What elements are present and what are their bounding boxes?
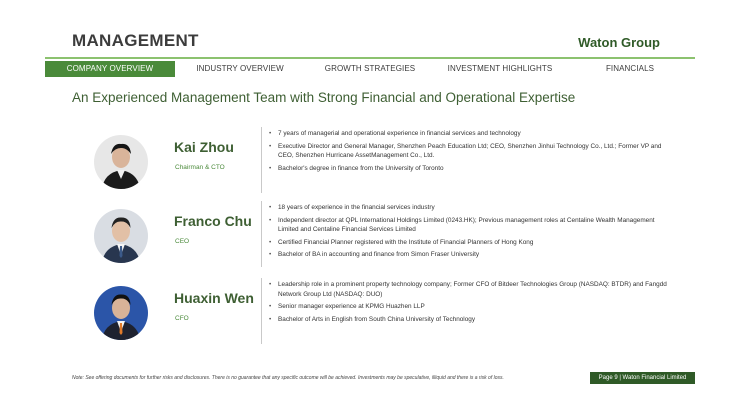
person-name: Franco Chu — [174, 213, 252, 229]
header-divider — [45, 57, 695, 59]
list-item: • Executive Director and General Manager, Shenzhen Peach Education Ltd; CEO, Shenzhen Jinhui Technology Co., Ltd.; Former VP and CEO, Shenzhen Hurricane AssetManagement Co., Ltd. — [268, 142, 668, 161]
page-number-badge: Page 9 | Waton Financial Limited — [590, 372, 695, 384]
person-card-huaxin-wen — [92, 278, 712, 348]
avatar — [94, 135, 148, 189]
nav-item-financials[interactable]: FINANCIALS — [605, 64, 655, 73]
list-item: • 18 years of experience in the financial services industry — [268, 203, 668, 213]
page-title: MANAGEMENT — [72, 31, 199, 50]
person-card-franco-chu — [92, 201, 712, 271]
bullet-list — [268, 203, 668, 263]
disclaimer-note: Note: See offering documents for further risks and disclosures. There is no guarantee that any specific outcome will be achieved. Investments may be speculative, illiquid and there is a risk of loss. — [72, 375, 504, 381]
list-item: • Certified Financial Planner registered with the Institute of Financial Planners of Hong Kong — [268, 238, 668, 248]
section-subtitle: An Experienced Management Team with Strong Financial and Operational Expertise — [72, 90, 576, 105]
person-role: Chairman & CTO — [175, 164, 225, 171]
list-item: • Bachelor's degree in finance from the University of Toronto — [268, 164, 668, 174]
person-name: Kai Zhou — [174, 139, 234, 155]
avatar — [94, 286, 148, 340]
list-item: • Leadership role in a prominent property technology company; Former CFO of Bitdeer Technologies Group (NASDAQ: BTDR) and Fangdd Network Group Ltd (NASDAQ: DUO) — [268, 280, 668, 299]
section-nav — [45, 61, 695, 77]
nav-item-industry-overview[interactable]: INDUSTRY OVERVIEW — [196, 64, 284, 73]
nav-item-investment-highlights[interactable]: INVESTMENT HIGHLIGHTS — [447, 64, 553, 73]
divider — [261, 278, 262, 344]
person-role: CEO — [175, 238, 190, 245]
person-card-kai-zhou — [92, 127, 712, 197]
list-item: • Bachelor of BA in accounting and finance from Simon Fraser University — [268, 250, 668, 260]
nav-item-growth-strategies[interactable]: GROWTH STRATEGIES — [324, 64, 416, 73]
list-item: • 7 years of managerial and operational experience in financial services and technology — [268, 129, 668, 139]
list-item: • Senior manager experience at KPMG Huazhen LLP — [268, 302, 668, 312]
bullet-list — [268, 280, 668, 327]
bullet-list — [268, 129, 668, 176]
divider — [261, 127, 262, 193]
brand-logo-text: Waton Group — [578, 35, 660, 50]
person-name: Huaxin Wen — [174, 290, 254, 306]
person-role: CFO — [175, 315, 189, 322]
list-item: • Independent director at QPL International Holdings Limited (0243.HK); Previous management roles at Centaline Wealth Management Limited and Centaline Financial Services Limited — [268, 216, 668, 235]
nav-item-company-overview[interactable]: COMPANY OVERVIEW — [45, 61, 175, 77]
avatar — [94, 209, 148, 263]
divider — [261, 201, 262, 267]
list-item: • Bachelor of Arts in English from South China University of Technology — [268, 315, 668, 325]
